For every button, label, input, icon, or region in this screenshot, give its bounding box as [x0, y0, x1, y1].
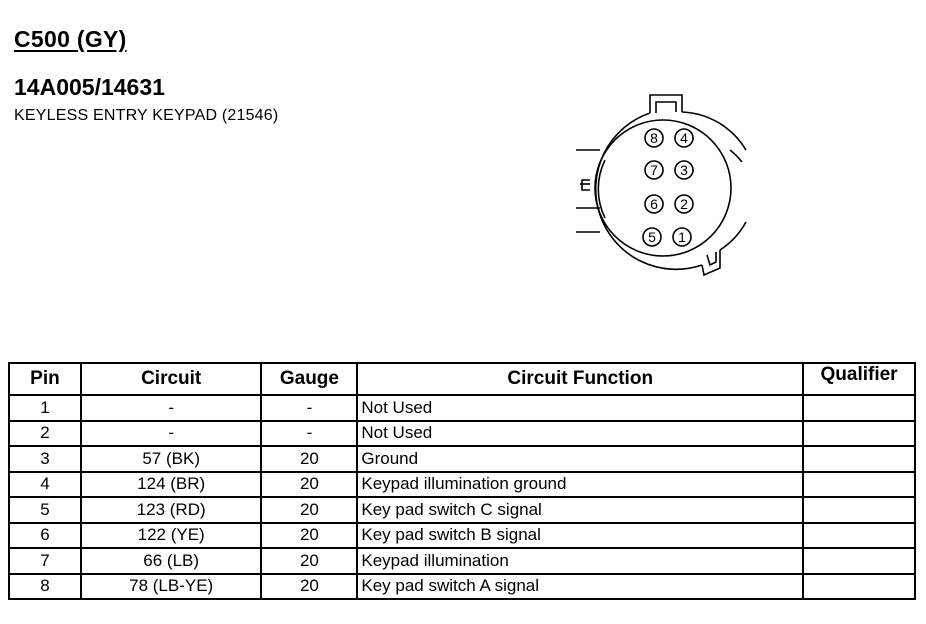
- pin-cell: 6: [9, 523, 81, 549]
- table-row: [9, 574, 915, 600]
- pin-number: 1: [678, 229, 686, 245]
- connector-description: KEYLESS ENTRY KEYPAD (21546): [14, 107, 279, 124]
- pin-number: 4: [680, 130, 688, 146]
- qualifier-cell: [803, 523, 915, 549]
- pin-number: 6: [650, 196, 658, 212]
- pin-cell: 2: [9, 421, 81, 447]
- pin-1: [673, 228, 691, 246]
- col-header-gauge: Gauge: [261, 363, 357, 395]
- gauge-cell: 20: [261, 497, 357, 523]
- gauge-cell: 20: [261, 523, 357, 549]
- table-row: [9, 472, 915, 498]
- pin-4: [675, 129, 693, 147]
- pin-number: 5: [648, 229, 656, 245]
- col-header-circuit-function: Circuit Function: [357, 363, 803, 395]
- gauge-cell: 20: [261, 574, 357, 600]
- gauge-cell: -: [261, 395, 357, 421]
- pin-cell: 3: [9, 446, 81, 472]
- function-cell: Not Used: [357, 421, 803, 447]
- pin-cell: 8: [9, 574, 81, 600]
- qualifier-cell: [803, 446, 915, 472]
- function-cell: Keypad illumination: [357, 548, 803, 574]
- circuit-cell: 78 (LB-YE): [81, 574, 262, 600]
- table-row: [9, 548, 915, 574]
- function-cell: Keypad illumination ground: [357, 472, 803, 498]
- function-cell: Ground: [357, 446, 803, 472]
- col-header-circuit: Circuit: [81, 363, 262, 395]
- pin-cell: 7: [9, 548, 81, 574]
- qualifier-cell: [803, 421, 915, 447]
- circuit-cell: 57 (BK): [81, 446, 262, 472]
- col-header-qualifier: Qualifier: [803, 363, 915, 395]
- table-row: [9, 446, 915, 472]
- gauge-cell: 20: [261, 548, 357, 574]
- table-row: [9, 523, 915, 549]
- function-cell: Key pad switch A signal: [357, 574, 803, 600]
- col-header-pin: Pin: [9, 363, 81, 395]
- pin-number: 8: [650, 130, 658, 146]
- circuit-cell: -: [81, 421, 262, 447]
- function-cell: Not Used: [357, 395, 803, 421]
- pin-2: [675, 195, 693, 213]
- table-row: [9, 421, 915, 447]
- function-cell: Key pad switch B signal: [357, 523, 803, 549]
- gauge-cell: 20: [261, 472, 357, 498]
- circuit-cell: 122 (YE): [81, 523, 262, 549]
- function-cell: Key pad switch C signal: [357, 497, 803, 523]
- part-numbers: 14A005/14631: [14, 74, 165, 100]
- table-header-row: [9, 363, 915, 395]
- table-row: [9, 395, 915, 421]
- qualifier-cell: [803, 472, 915, 498]
- pin-5: [643, 228, 661, 246]
- qualifier-cell: [803, 574, 915, 600]
- pin-cell: 5: [9, 497, 81, 523]
- circuit-cell: 66 (LB): [81, 548, 262, 574]
- connector-id-title: C500 (GY): [14, 26, 127, 52]
- pin-cell: 4: [9, 472, 81, 498]
- circuit-cell: 123 (RD): [81, 497, 262, 523]
- circuit-cell: 124 (BR): [81, 472, 262, 498]
- pin-7: [645, 161, 663, 179]
- pin-3: [675, 161, 693, 179]
- pin-cell: 1: [9, 395, 81, 421]
- circuit-cell: -: [81, 395, 262, 421]
- gauge-cell: -: [261, 421, 357, 447]
- connector-face-diagram: [570, 90, 760, 280]
- qualifier-cell: [803, 395, 915, 421]
- pin-8: [645, 129, 663, 147]
- table-row: [9, 497, 915, 523]
- pin-number: 7: [650, 162, 658, 178]
- pin-number: 2: [680, 196, 688, 212]
- pin-assignment-table: [8, 362, 916, 600]
- qualifier-cell: [803, 497, 915, 523]
- pin-grid: [643, 129, 693, 246]
- pin-number: 3: [680, 162, 688, 178]
- gauge-cell: 20: [261, 446, 357, 472]
- pin-6: [645, 195, 663, 213]
- qualifier-cell: [803, 548, 915, 574]
